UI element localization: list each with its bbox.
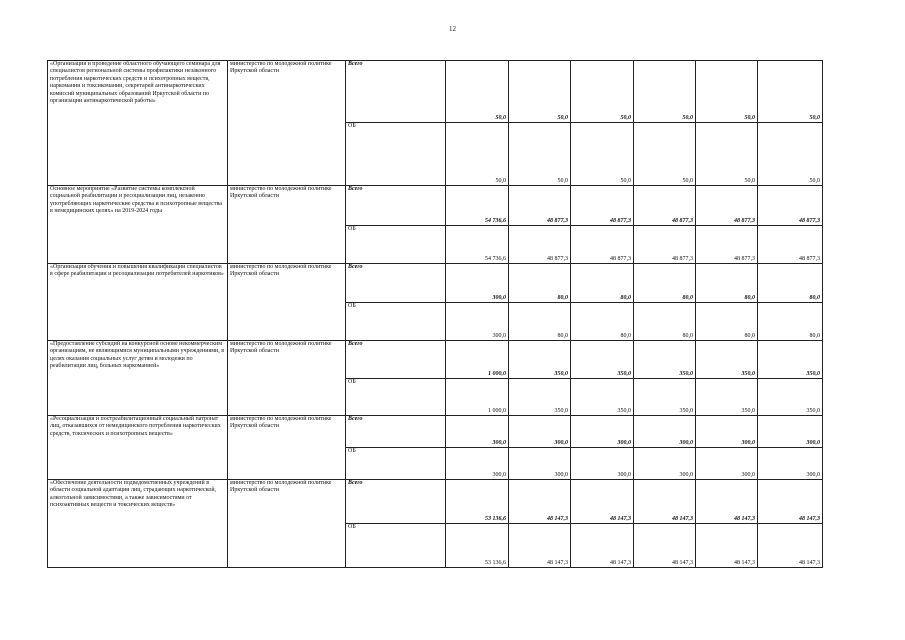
amount-cell: 80,0 [571,264,634,303]
amount-cell: 300,0 [758,448,823,480]
funding-source-label: ОБ [346,524,446,568]
amount-cell: 48 877,3 [509,226,571,264]
funding-source-label: Всего [346,480,446,524]
amount-cell: 300,0 [696,448,758,480]
amount-cell: 48 147,3 [758,480,823,524]
amount-cell: 50,0 [571,61,634,123]
amount-cell: 300,0 [509,416,571,448]
funding-source-label: ОБ [346,226,446,264]
event-description: «Предоставление субсидий на конкурсной основе некоммерческим организациям, не являющимися муниципальными учреждениями, в целях оказания социальных услуг детям и молодежи по реабилитации лиц, больных наркоманией» [48,341,228,416]
funding-source-label: Всего [346,186,446,226]
amount-cell: 48 147,3 [696,480,758,524]
amount-cell: 50,0 [446,61,509,123]
event-description: «Организация и проведение областного обучающего семинара для специалистов региональной системы профилактики незаконного потребления наркотических средств и психотропных веществ, наркомании и токсикомании, секретарей антинаркотических комиссий муниципальных образований Иркутской области по организации антинаркотической работы» [48,61,228,186]
table-row [48,341,823,379]
amount-cell: 350,0 [634,341,696,379]
table-row [48,61,823,123]
event-description: «Ресоциализация и постреабилитационный социальный патронат лиц, отказавшихся от немедицинского потребления наркотических средств, токсических и психотропных веществ» [48,416,228,480]
funding-source-label: Всего [346,61,446,123]
amount-cell: 50,0 [634,123,696,186]
amount-cell: 350,0 [758,379,823,416]
responsible-executor: министерство по молодежной политике Иркутской области [228,416,346,480]
amount-cell: 80,0 [696,303,758,341]
amount-cell: 48 147,3 [634,524,696,568]
amount-cell: 50,0 [696,123,758,186]
funding-source-label: Всего [346,341,446,379]
amount-cell: 54 736,6 [446,186,509,226]
funding-source-label: ОБ [346,448,446,480]
funding-source-label: Всего [346,264,446,303]
amount-cell: 48 147,3 [509,524,571,568]
amount-cell: 300,0 [446,416,509,448]
amount-cell: 350,0 [696,341,758,379]
amount-cell: 1 000,0 [446,379,509,416]
amount-cell: 48 877,3 [571,226,634,264]
amount-cell: 80,0 [758,264,823,303]
amount-cell: 80,0 [758,303,823,341]
responsible-executor: министерство по молодежной политике Иркутской области [228,341,346,416]
amount-cell: 300,0 [634,416,696,448]
amount-cell: 300,0 [634,448,696,480]
amount-cell: 350,0 [509,341,571,379]
amount-cell: 300,0 [509,448,571,480]
amount-cell: 48 147,3 [509,480,571,524]
amount-cell: 80,0 [571,303,634,341]
amount-cell: 50,0 [509,61,571,123]
responsible-executor: министерство по молодежной политике Иркутской области [228,264,346,341]
amount-cell: 1 000,0 [446,341,509,379]
amount-cell: 53 136,6 [446,480,509,524]
page-number: 12 [449,25,456,33]
table-row [48,416,823,448]
amount-cell: 350,0 [509,379,571,416]
amount-cell: 50,0 [758,123,823,186]
amount-cell: 48 147,3 [571,480,634,524]
amount-cell: 300,0 [571,448,634,480]
amount-cell: 350,0 [758,341,823,379]
amount-cell: 50,0 [696,61,758,123]
amount-cell: 350,0 [571,341,634,379]
amount-cell: 50,0 [509,123,571,186]
table-row [48,480,823,524]
amount-cell: 53 136,6 [446,524,509,568]
responsible-executor: министерство по молодежной политике Иркутской области [228,186,346,264]
event-description: «Организация обучения и повышения квалификации специалистов в сфере реабилитации и ресоциализации потребителей наркотиков» [48,264,228,341]
amount-cell: 80,0 [696,264,758,303]
amount-cell: 300,0 [446,448,509,480]
amount-cell: 300,0 [446,303,509,341]
event-description: «Обеспечение деятельности подведомственных учреждений в области социальной адаптации лиц, страдающих наркотической, алкогольной зависимостями, а также зависимостями от психоактивных веществ и токсических веществ» [48,480,228,568]
amount-cell: 50,0 [758,61,823,123]
amount-cell: 48 147,3 [696,524,758,568]
amount-cell: 350,0 [571,379,634,416]
responsible-executor: министерство по молодежной политике Иркутской области [228,61,346,186]
amount-cell: 48 147,3 [571,524,634,568]
amount-cell: 48 147,3 [758,524,823,568]
amount-cell: 50,0 [446,123,509,186]
amount-cell: 80,0 [509,264,571,303]
amount-cell: 350,0 [634,379,696,416]
funding-source-label: ОБ [346,379,446,416]
amount-cell: 80,0 [634,264,696,303]
amount-cell: 300,0 [758,416,823,448]
amount-cell: 300,0 [696,416,758,448]
table-row [48,264,823,303]
funding-source-label: Всего [346,416,446,448]
amount-cell: 50,0 [571,123,634,186]
amount-cell: 48 147,3 [634,480,696,524]
amount-cell: 300,0 [571,416,634,448]
funding-source-label: ОБ [346,123,446,186]
amount-cell: 48 877,3 [509,186,571,226]
amount-cell: 80,0 [634,303,696,341]
amount-cell: 50,0 [634,61,696,123]
funding-source-label: ОБ [346,303,446,341]
amount-cell: 300,0 [446,264,509,303]
amount-cell: 350,0 [696,379,758,416]
table-row [48,186,823,226]
budget-table [47,60,823,568]
amount-cell: 80,0 [509,303,571,341]
amount-cell: 48 877,3 [696,226,758,264]
amount-cell: 48 877,3 [634,186,696,226]
amount-cell: 48 877,3 [758,186,823,226]
amount-cell: 48 877,3 [696,186,758,226]
responsible-executor: министерство по молодежной политике Иркутской области [228,480,346,568]
amount-cell: 48 877,3 [758,226,823,264]
amount-cell: 48 877,3 [634,226,696,264]
event-description: Основное мероприятие «Развитие системы комплексной социальной реабилитации и ресоциализации лиц, незаконно употребляющих наркотические средства и психотропные вещества в немедицинских целях» на 2019-2024 годы [48,186,228,264]
amount-cell: 48 877,3 [571,186,634,226]
amount-cell: 54 736,6 [446,226,509,264]
